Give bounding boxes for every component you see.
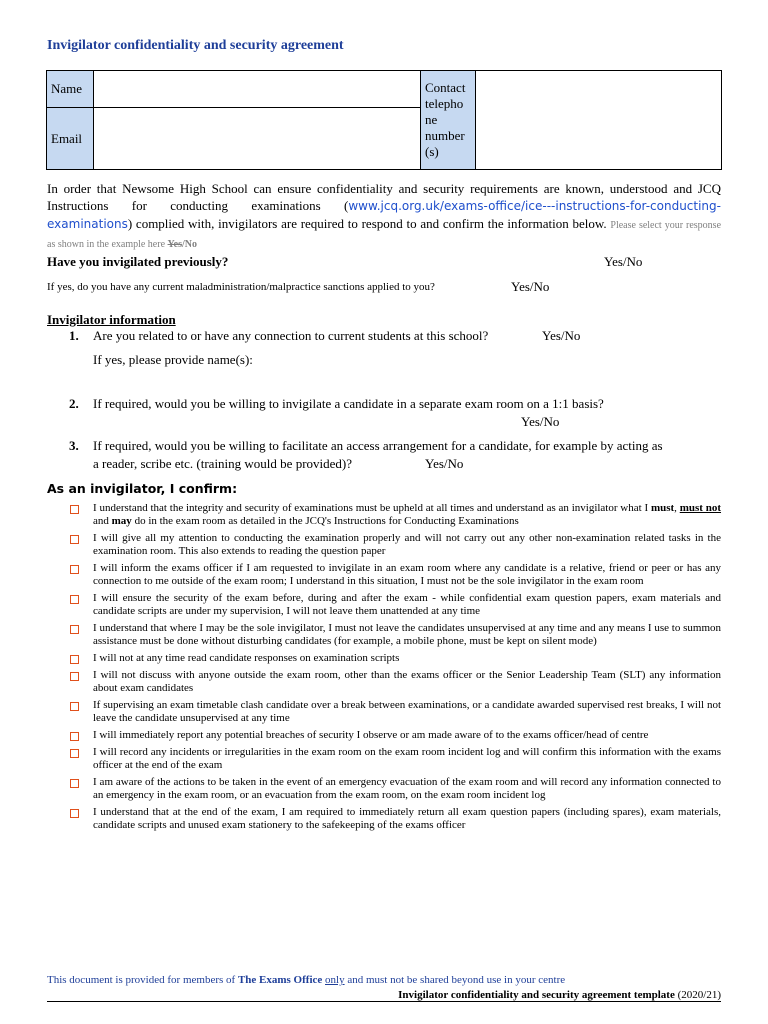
confirm-item: [70, 806, 721, 832]
confirm-item: [70, 592, 721, 618]
email-field[interactable]: [94, 108, 421, 170]
emphasis-must-not: must not: [679, 502, 722, 514]
contact-telephone-label: Contact telepho ne number (s): [421, 71, 476, 170]
confirm-item-text: I will not discuss with anyone outside the exam room, other than the exams officer or the Senior Leadership Team (SLT) any information about exam candidates: [93, 669, 721, 694]
confirm-item-text: I understand that at the end of the exam, I am required to immediately return all exam question papers (including spares), exam materials, candidate scripts and unused exam stationery to the safekeeping of the exams officer: [93, 806, 721, 831]
hint-yes-struck: Yes: [167, 239, 182, 250]
confirm-item: [70, 776, 721, 802]
page-title: Invigilator confidentiality and security agreement: [47, 38, 344, 53]
footer-document-title: [398, 989, 721, 1001]
intro-paragraph: [47, 180, 721, 253]
checkbox[interactable]: [70, 672, 79, 681]
footer-only: only: [325, 974, 345, 986]
hint-no: /No: [181, 239, 197, 250]
intro-text: In order that Newsome High School can ensure confidentiality and security requirements are known, understood and JCQ Instructions for conducting examinations (: [47, 181, 721, 213]
confirm-item: [70, 746, 721, 772]
confirm-item-text: I will immediately report any potential breaches of security I observe or am made aware of to the exams officer/head of centre: [93, 729, 649, 741]
confirm-item-text: I understand that where I may be the sole invigilator, I must not leave the candidates unsupervised at any time and any means I use to summon assistance must be done without disturbing candidates (for example, a mobile phone, must be kept on silent mode): [93, 622, 721, 647]
invigilator-information-heading: Invigilator information: [47, 312, 176, 327]
checkbox[interactable]: [70, 779, 79, 788]
confirm-item: [70, 699, 721, 725]
confirm-item-text: I will give all my attention to conducting the examination properly and will not carry out any other non-examination related tasks in the examination room. This also extends to reading the question paper: [93, 532, 721, 557]
question-1-number: 1.: [69, 328, 79, 343]
checkbox[interactable]: [70, 565, 79, 574]
confirm-item-text: I am aware of the actions to be taken in the event of an emergency evacuation of the exam room and will record any information connected to an emergency in the exam room, or an evacuation from the exam room, on the exam room incident log: [93, 776, 721, 801]
name-label: Name: [47, 71, 94, 108]
checkbox[interactable]: [70, 702, 79, 711]
question-3-text-line2: a reader, scribe etc. (training would be provided)?: [93, 456, 353, 471]
confirm-item: [70, 729, 721, 742]
confirm-item-text: If supervising an exam timetable clash candidate over a break between examinations, or a candidate awarded supervised rest breaks, I will not leave the candidate unsupervised at any time: [93, 699, 721, 724]
confirm-item-text: I understand that the integrity and security of examinations must be upheld at all times and understand as an invigilator what I: [93, 502, 649, 514]
confirm-heading: As an invigilator, I confirm:: [47, 481, 238, 496]
question-3-answer[interactable]: Yes/No: [425, 456, 464, 471]
checkbox[interactable]: [70, 655, 79, 664]
confirm-item-text: I will record any incidents or irregularities in the exam room on the exam room incident log and will confirm this information with the exams officer at the end of the exam: [93, 746, 721, 771]
checkbox[interactable]: [70, 625, 79, 634]
confirm-item-text: I will ensure the security of the exam before, during and after the exam - while confidential exam question papers, exam materials and candidate scripts are under my supervision, I will not leave them unattended at any time: [93, 592, 721, 617]
footer-title: Invigilator confidentiality and security agreement template: [398, 989, 675, 1001]
confirm-list: [70, 502, 721, 836]
checkbox[interactable]: [70, 595, 79, 604]
question-2-number: 2.: [69, 396, 79, 411]
footer-text: This document is provided for members of: [47, 974, 236, 986]
footer-brand: The Exams Office: [237, 974, 323, 986]
contact-details-table: [46, 70, 722, 170]
confirm-item-text: do in the exam room as detailed in the JCQ's Instructions for Conducting Examinations: [134, 515, 519, 527]
contact-telephone-field[interactable]: [476, 71, 722, 170]
sanctions-answer[interactable]: Yes/No: [511, 279, 550, 294]
emphasis-may: may: [111, 515, 132, 527]
confirm-item-text: I will inform the exams officer if I am requested to invigilate in an exam room where any candidate is a relative, friend or peer or has any connection to me outside of the exam room; I understand in this situation, I must not be the sole invigilator in the exam room: [93, 562, 721, 587]
question-3-number: 3.: [69, 438, 79, 453]
checkbox[interactable]: [70, 809, 79, 818]
name-field[interactable]: [94, 71, 421, 108]
hint-text: Please select your response as shown in the example here: [47, 220, 722, 250]
question-1-text: Are you related to or have any connection to current students at this school?: [93, 328, 489, 343]
confirm-item: [70, 622, 721, 648]
checkbox[interactable]: [70, 732, 79, 741]
confirm-item: [70, 562, 721, 588]
footer-divider: [47, 1001, 721, 1002]
email-label: Email: [47, 108, 94, 170]
question-3-text-line1: If required, would you be willing to facilitate an access arrangement for a candidate, for example by acting as: [93, 438, 663, 453]
checkbox[interactable]: [70, 505, 79, 514]
invigilated-previously-answer[interactable]: Yes/No: [604, 254, 643, 269]
confirm-item: I understand that the integrity and security of examinations must be upheld at all times and understand as an invigilator what I must, must not and may do in the exam room as detailed in the JCQ's Instructions for Conducting Examinations: [70, 502, 721, 528]
invigilated-previously-question: Have you invigilated previously?: [47, 254, 229, 269]
question-1-followup: If yes, please provide name(s):: [93, 352, 253, 367]
confirm-item: [70, 669, 721, 695]
confirm-item: [70, 532, 721, 558]
footer-text: and must not be shared beyond use in your centre: [347, 974, 566, 986]
jcq-link[interactable]: www.jcq.org.uk/exams-office/ice---instructions-for-conducting-examinations: [47, 199, 721, 231]
sanctions-question: If yes, do you have any current maladministration/malpractice sanctions applied to you?: [47, 281, 435, 293]
checkbox[interactable]: [70, 749, 79, 758]
question-1-answer[interactable]: Yes/No: [542, 328, 581, 343]
confirm-item-text: and: [93, 515, 109, 527]
emphasis-must: must: [650, 502, 675, 514]
question-2-answer[interactable]: Yes/No: [521, 414, 560, 429]
intro-text-after: ) complied with, invigilators are required to respond to and confirm the information below.: [127, 216, 607, 231]
confirm-item-text: I will not at any time read candidate responses on examination scripts: [93, 652, 400, 664]
confirm-item: [70, 652, 721, 665]
question-2-text: If required, would you be willing to invigilate a candidate in a separate exam room on a 1:1 basis?: [93, 396, 604, 411]
footer-year: (2020/21): [677, 989, 721, 1001]
footer-notice: [47, 974, 565, 986]
checkbox[interactable]: [70, 535, 79, 544]
